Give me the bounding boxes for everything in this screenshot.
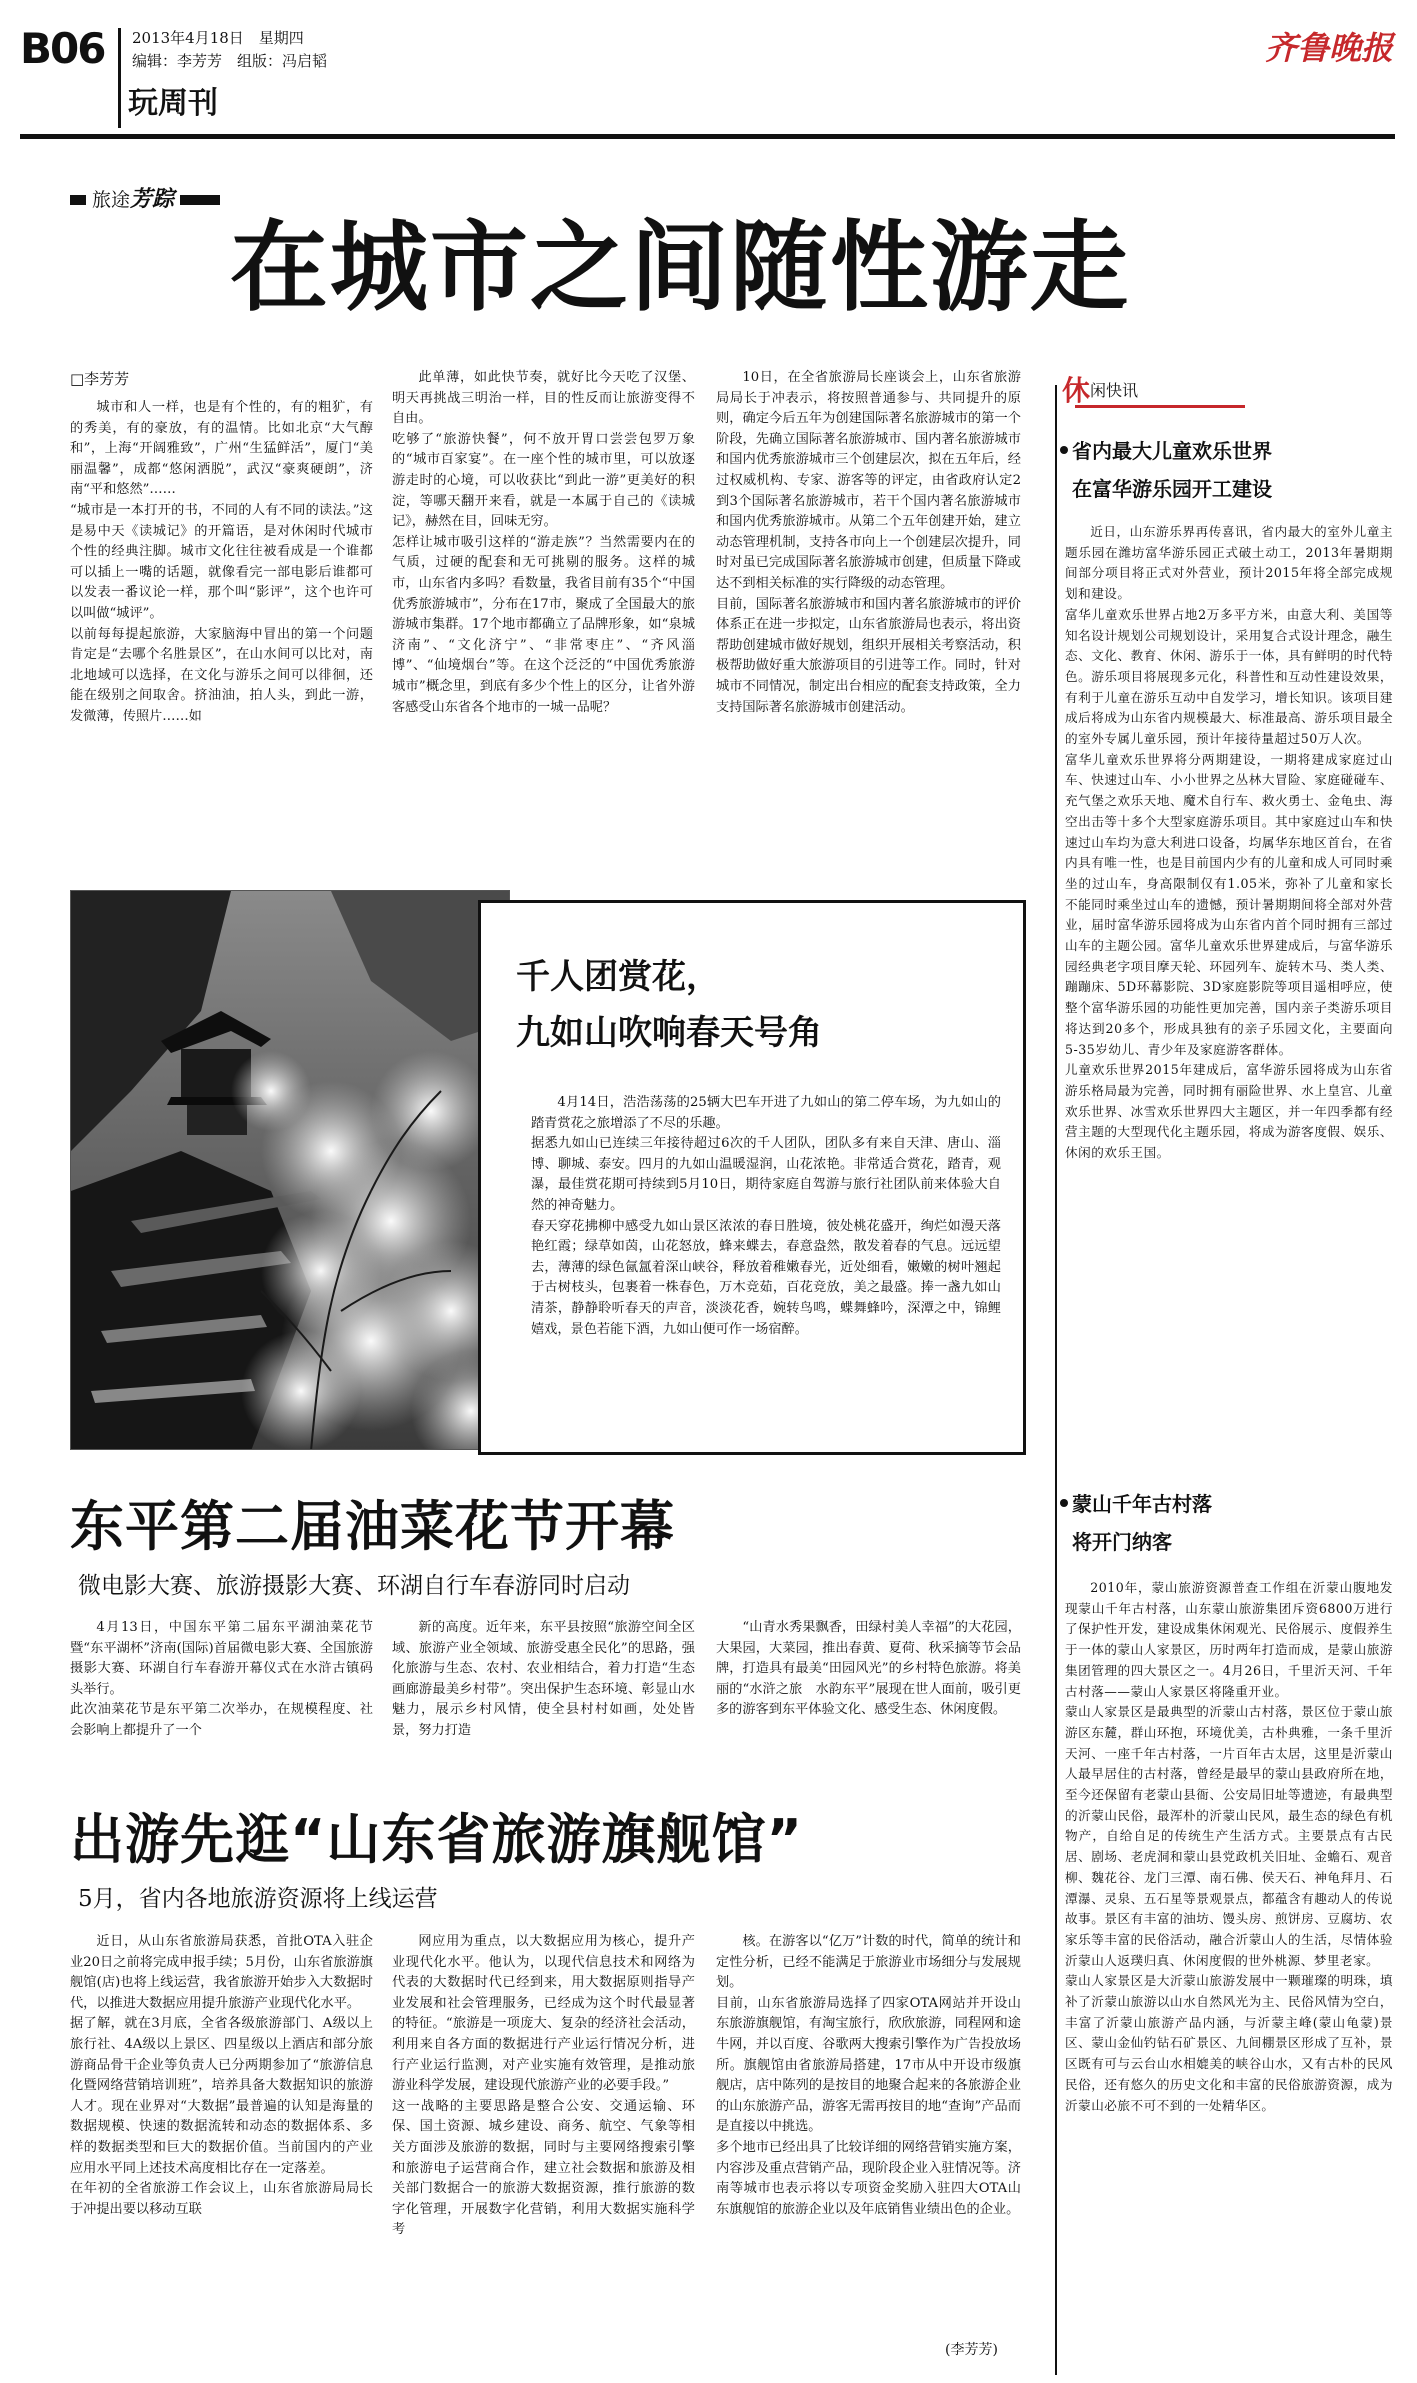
flower-story-headline: 千人团赏花， 九如山吹响春天号角 [516,957,822,1053]
kicker-label [86,186,180,213]
masthead-logo: 齐鲁晚报 [1265,29,1394,67]
top-rule [20,134,1395,139]
page-number: B06 [20,24,105,73]
rape-column-3: “山青水秀果飘香，田绿村美人幸福”的大花园，大果园，大菜园，推出春黄、夏荷、秋采摘等节会品牌，打造具有最美“田园风光”的乡村特色旅游。将美丽的“水浒之旅 水韵东平”展现在世人面前，吸引更多的游客到东平体验文化、感受生态、休闲度假。 [716,1620,1021,1718]
main-column-2: 此单薄，如此快节奏，就好比今天吃了汉堡、明天再挑战三明治一样，目的性反而让旅游变得不自由。 吃够了“旅游快餐”，何不放开胃口尝尝包罗万象的“城市百家宴”。在一座个性的城市里，可以放逐游走时的心境，可以收获比“到此一游”更美好的积淀，等哪天翻开来看，就是一本属于自己的《读城记》，赫然在目，回味无穷。 怎样让城市吸引这样的“游走族”？当然需要内在的气质，过硬的配套和无可挑剔的服务。这样的城市，山东省内多吗？看数量，我省目前有35个“中国优秀旅游城市”，分布在17市，聚成了全国最大的旅游城市集群。17个地市都确立了品牌形象，如“泉城济南”、“文化济宁”、“非常枣庄”、“齐风淄博”、“仙境烟台”等。在这个泛泛的“中国优秀旅游城市”概念里，到底有多少个性上的区分，让省外游客感受山东省各个地市的一城一品呢？ [392,370,695,715]
rape-festival-headline: 东平第二届油菜花节开幕 [70,1495,675,1558]
sidebar-item1-title: 省内最大儿童欢乐世界 在富华游乐园开工建设 [1072,439,1272,501]
flower-story-box [478,900,1026,1455]
kicker-text: 旅途 [92,189,131,211]
flower-story-text: 4月14日，浩浩荡荡的25辆大巴车开进了九如山的第二停车场，为九如山的踏青赏花之旅增添了不尽的乐趣。 据悉九如山已连续三年接待超过6次的千人团队，团队多有来自天津、唐山、淄博、聊城、泰安。四月的九如山温暖湿润，山花浓艳。非常适合赏花，踏青，观瀑，最佳赏花期可持续到5月10日，期待家庭自驾游与旅行社团队前来体验大自然的神奇魅力。 春天穿花拂柳中感受九如山景区浓浓的春日胜境，彼处桃花盛开，绚烂如漫天落艳红霞；绿草如茵，山花怒放，蜂来蝶去，春意盎然，散发着春的气息。远远望去，薄薄的绿色氤氲着深山峡谷，释放着稚嫩春光，近处细看，嫩嫩的树叶翘起于古树枝头，包裹着一株春色，万木竞茹，百花竞放，美之最盛。捧一盏九如山清茶，静静聆听春天的声音，淡淡花香，婉转鸟鸣，蝶舞蜂吟，深潭之中，锦鲤嬉戏，景色若能下酒，九如山便可作一场宿醉。 [531,1095,1001,1337]
sidebar-item2-title: 蒙山千年古村落 将开门纳客 [1072,1492,1212,1554]
main-column-3: 10日，在全省旅游局长座谈会上，山东省旅游局局长于冲表示，将按照普通参与、共同提升的原则，确定今后五年为创建国际著名旅游城市的第一个阶段，先确立国际著名旅游城市、国内著名旅游城市和国内优秀旅游城市三个创建层次，拟在五年后，经过权威机构、专家、游客等的评定，由省政府认定2到3个国际著名旅游城市，若干个国内著名旅游城市和国内优秀旅游城市。从第二个五年创建开始，建立动态管理机制，支持各市向上一个创建层次提升，同时对虽已完成国际著名旅游城市创建，但质量下降或达不到相关标准的实行降级的动态管理。 目前，国际著名旅游城市和国内著名旅游城市的评价体系正在进一步拟定，山东省旅游局也表示，将出资帮助创建城市做好规划，组织开展相关考察活动，积极帮助做好重大旅游项目的引进等工作。同时，针对城市不同情况，制定出台相应的配套支持政策，全力支持国际著名旅游城市创建活动。 [716,370,1021,715]
mountain-pavilion-photo [70,890,510,1450]
rape-column-2: 新的高度。近年来，东平县按照“旅游空间全区域、旅游产业全领域、旅游受惠全民化”的思路，强化旅游与生态、农村、农业相结合，着力打造“生态画廊游最美乡村带”。突出保护生态环境、彰显山水魅力，展示乡村风情，使全县村村如画，处处皆景，努力打造 [392,1620,695,1738]
kicker-accent: 芳踪 [130,186,175,212]
flagship-column-2: 网应用为重点，以大数据应用为核心，提升产业现代化水平。他认为，以现代信息技术和网络为代表的大数据时代已经到来，用大数据原则指导产业发展和社会管理服务，已经成为这个时代最显著的特征。“旅游是一项庞大、复杂的经济社会活动，利用来自各方面的数据进行产业运行情况分析，进行产业运行监测，对产业实施有效管理，是推动旅游业科学发展，建设现代旅游产业的必要手段。” 这一战略的主要思路是整合公安、交通运输、环保、国土资源、城乡建设、商务、航空、气象等相关方面涉及旅游的数据，同时与主要网络搜索引擎和旅游电子运营商合作，建立社会数据和旅游及相关部门数据合一的旅游大数据资源，推行旅游的数字化管理，开展数字化营销，利用大数据实施科学考 [392,1934,695,2238]
bullet-icon [1060,446,1068,454]
sidebar-kicker-rule [1075,405,1245,408]
flagship-subtitle: 5月，省内各地旅游资源将上线运营 [78,1886,438,1912]
flagship-column-1: 近日，从山东省旅游局获悉，首批OTA入驻企业20日之前将完成申报手续；5月份，山东省旅游旗舰馆(店)也将上线运营，我省旅游开始步入大数据时代，以推进大数据应用提升旅游产业现代化水平。 据了解，就在3月底，全省各级旅游部门、A级以上旅行社、4A级以上景区、四星级以上酒店和部分旅游商品骨干企业等负责人已分两期参加了“旅游信息化暨网络营销培训班”，培养具备大数据知识的旅游人才。现在业界对“大数据”最普遍的认知是海量的数据规模、快速的数据流转和动态的数据体系、多样的数据类型和巨大的数据价值。当前国内的产业应用水平同上述技术高度相比存在一定落差。 在年初的全省旅游工作会议上，山东省旅游局局长于冲提出要以移动互联 [70,1934,373,2217]
bullet-icon [1060,1499,1068,1507]
sidebar-kicker [1062,374,1144,407]
main-headline: 在城市之间随性游走 [230,211,1131,325]
photo-illustration [71,891,510,1450]
flagship-column-3: 核。在游客以“亿万”计数的时代，简单的统计和定性分析，已经不能满足于旅游业市场细分与发展规划。 目前，山东省旅游局选择了四家OTA网站并开设山东旅游旗舰馆，有淘宝旅行，欣欣旅游，同程网和途牛网，并以百度、谷歌两大搜索引擎作为广告投放场所。旗舰馆由省旅游局搭建，17市从中开设市级旗舰店，店中陈列的是按目的地聚合起来的各旅游企业的山东旅游产品，游客无需再按目的地“查询”产品而是直接以中挑选。 多个地市已经出具了比较详细的网络营销实施方案，内容涉及重点营销产品，现阶段企业入驻情况等。济南等城市也表示将以专项资金奖励入驻四大OTA山东旗舰馆的旅游企业以及年底销售业绩出色的企业。 [716,1934,1021,2217]
section-name: 玩周刊 [128,86,218,121]
flagship-byline: (李芳芳) [945,2342,998,2358]
sidebar-item1-text: 近日，山东游乐界再传喜讯，省内最大的室外儿童主题乐园在潍坊富华游乐园正式破土动工，2013年暑期期间部分项目将正式对外营业，预计2015年将全部完成规划和建设。 富华儿童欢乐世界占地2万多平方米，由意大利、美国等知名设计规划公司规划设计，采用复合式设计理念，融生态、文化、教育、休闲、游乐于一体，具有鲜明的时代特色。游乐项目将展现多元化，科普性和互动性建设效果，有利于儿童在游乐互动中自发学习，增长知识。该项目建成后将成为山东省内规模最大、标准最高、游乐项目最全的室外专属儿童乐园，预计年接待量超过50万人次。 富华儿童欢乐世界将分两期建设，一期将建成家庭过山车、快速过山车、小小世界之丛林大冒险、家庭碰碰车、充气堡之欢乐天地、魔术自行车、救火勇士、金龟虫、海空出击等十多个大型家庭游乐项目。其中家庭过山车和快速过山车均为意大利进口设备，均属华东地区首台，在省内具有唯一性，也是目前国内少有的儿童和成人可同时乘坐的过山车，身高限制仅有1.05米，弥补了儿童和家长不能同时乘坐过山车的遗憾，预计暑期期间将全部对外营业，届时富华游乐园将成为山东省内首个同时拥有三部过山车的主题公园。富华儿童欢乐世界建成后，与富华游乐园经典老字项目摩天轮、环园列车、旋转木马、类人类、蹦蹦床、5D环幕影院、3D家庭影院等项目遥相呼应，使整个富华游乐园的功能性更加完善，国内亲子类游乐项目将达到20多个，形成具独有的亲子乐园文化，主要面向5-35岁幼儿、青少年及家庭游客群体。 儿童欢乐世界2015年建成后，富华游乐园将成为山东省游乐格局最为完善，同时拥有丽险世界、水上皇宫、儿童欢乐世界、冰雪欢乐世界四大主题区，并一年四季都有经营主题的大型现代化主题乐园，将成为游客度假、娱乐、休闲的欢乐王国。 [1065,524,1393,1161]
date-line: 2013年4月18日 星期四 [132,29,304,47]
rape-festival-subtitle: 微电影大赛、旅游摄影大赛、环湖自行车春游同时启动 [78,1573,630,1599]
header-divider [118,28,121,128]
flagship-headline: 出游先逛“山东省旅游旗舰馆” [70,1808,803,1871]
rape-column-1: 4月13日，中国东平第二届东平湖油菜花节暨“东平湖杯”济南(国际)首届微电影大赛、全国旅游摄影大赛、环湖自行车春游开幕仪式在水浒古镇码头举行。 此次油菜花节是东平第二次举办，在规模程度、社会影响上都提升了一个 [70,1620,373,1738]
sidebar-divider [1055,385,1057,2375]
editor-line: 编辑：李芳芳 组版：冯启韬 [132,52,328,70]
main-column-1: 城市和人一样，也是有个性的，有的粗犷，有的秀美，有的豪放，有的温情。比如北京“大气醇和”，上海“开阔雅致”，广州“生猛鲜活”，厦门“美丽温馨”，成都“悠闲洒脱”，武汉“豪爽硬朗”，济南“平和悠然”…… “城市是一本打开的书，不同的人有不同的读法。”这是易中天《读城记》的开篇语，是对休闲时代城市个性的经典注脚。城市文化往往被看成是一个谁都可以插上一嘴的话题，就像看完一部电影后谁都可以发表一番议论一样，那个叫“影评”，这个也许可以叫做“城评”。 以前每每提起旅游，大家脑海中冒出的第一个问题肯定是“去哪个名胜景区”，在山水间可以比对，南北地域可以选择，在文化与游乐之间可以徘徊，还能在级别之间取舍。挤油油，拍人头，到此一游，发微薄，传照片……如 [70,400,373,724]
sidebar-kicker-text: 闲快讯 [1090,381,1139,400]
sidebar-item2-text: 2010年，蒙山旅游资源普查工作组在沂蒙山腹地发现蒙山千年古村落，山东蒙山旅游集团斥资6800万进行了保护性开发，建设成集休闲观光、民俗展示、度假养生于一体的蒙山人家景区，历时两年打造而成，是蒙山旅游集团管理的四大景区之一。4月26日，千里沂天河、千年古村落——蒙山人家景区将隆重开业。 蒙山人家景区是最典型的沂蒙山古村落，景区位于蒙山旅游区东麓，群山环抱，环境优美，古朴典雅，一条千里沂天河、一座千年古村落，一片百年古太居，这里是沂蒙山人最早居住的古村落，曾经是最早的蒙山县政府所在地，至今还保留有老蒙山县衙、公安局旧址等遗迹，有最典型的沂蒙山民俗，最浑朴的沂蒙山民风，最生态的绿色有机物产，自给自足的传统生产生活方式。主要景点有古民居、剧场、老虎洞和蒙山县党政机关旧址、金蟾石、观音柳、魏花谷、龙门三潭、南石佛、侯天石、神龟拜月、石潭瀑、灵泉、五石星等景观景点，都蕴含有趣动人的传说故事。景区有丰富的油坊、馒头房、煎饼房、豆腐坊、农家乐等丰富的民俗活动，融合沂蒙山人的生活，尽情体验沂蒙山人返璞归真、休闲度假的世外桃源、梦里老家。 蒙山人家景区是大沂蒙山旅游发展中一颗璀璨的明珠，填补了沂蒙山旅游以山水自然风光为主、民俗风情为空白，丰富了沂蒙山旅游产品内涵，与沂蒙主峰(蒙山龟蒙)景区、蒙山金仙钓钻石矿景区、九间棚景区形成了互补，景区既有可与云台山水相媲美的峡谷山水，又有古朴的民风民俗，还有悠久的历史文化和丰富的民俗旅游资源，成为沂蒙山必旅不可不到的一处精华区。 [1065,1580,1393,2113]
byline: □李芳芳 [70,370,130,388]
sidebar-kicker-char: 休 [1062,374,1091,407]
